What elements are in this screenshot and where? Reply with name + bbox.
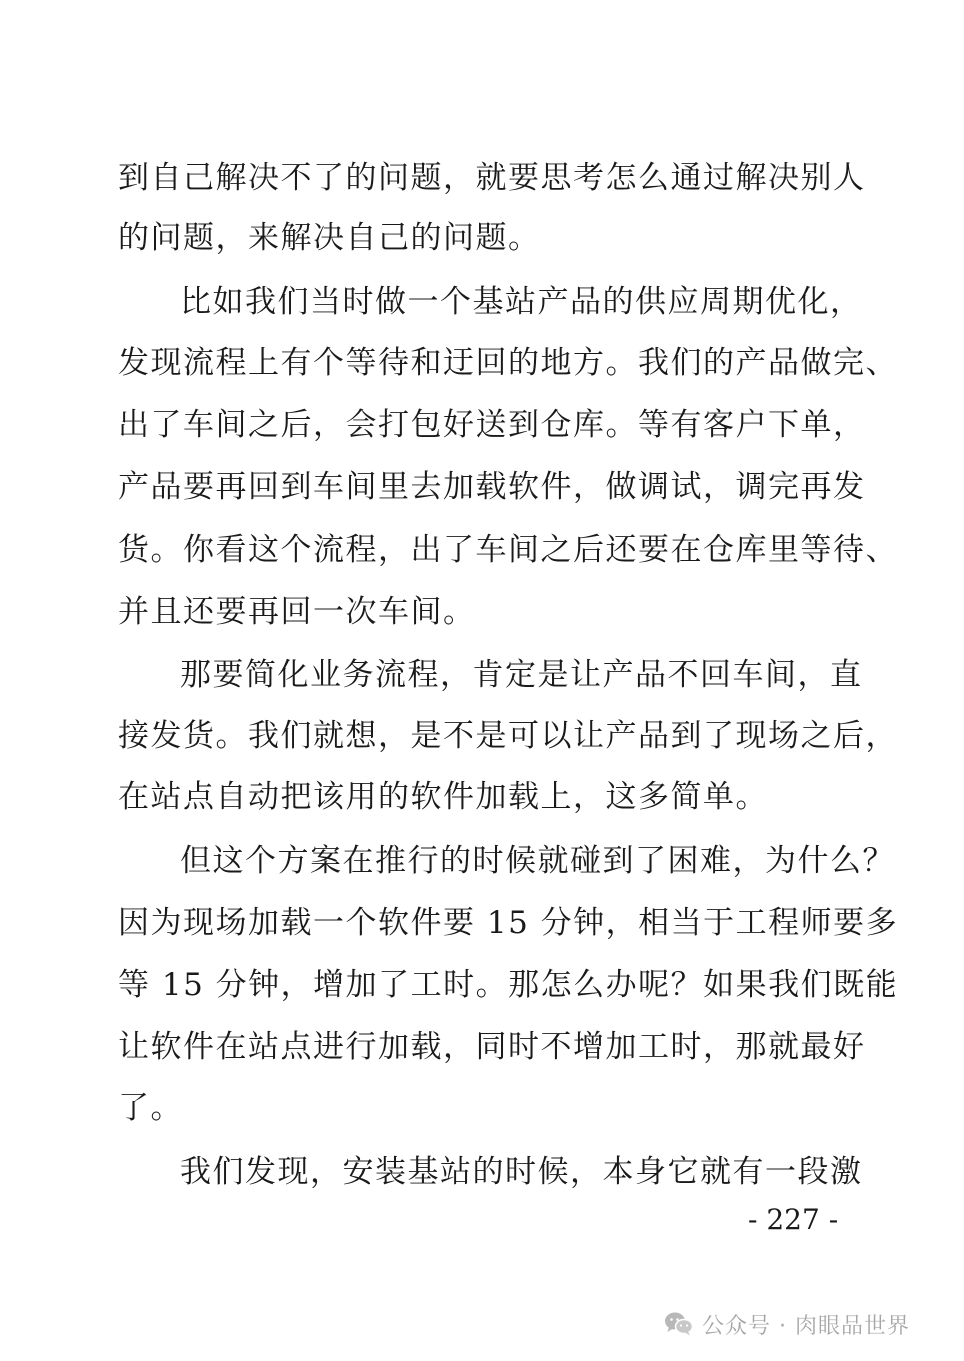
text-line: 并且还要再回一次车间。 [118, 594, 476, 630]
watermark [664, 1306, 910, 1342]
text-line: 但这个方案在推行的时候就碰到了困难，为什么？ [180, 843, 895, 879]
text-line: 我们发现，安装基站的时候，本身它就有一段激 [180, 1154, 863, 1190]
text-line: 发现流程上有个等待和迂回的地方。我们的产品做完、 [118, 345, 898, 381]
text-line: 在站点自动把该用的软件加载上，这多简单。 [118, 779, 768, 815]
text-line: 到自己解决不了的问题，就要思考怎么通过解决别人 [118, 160, 866, 196]
text-line: 货。你看这个流程，出了车间之后还要在仓库里等待、 [118, 532, 898, 568]
page-number: - 227 - [748, 1203, 839, 1236]
text-line: 让软件在站点进行加载，同时不增加工时，那就最好 [118, 1029, 866, 1065]
text-line: 接发货。我们就想，是不是可以让产品到了现场之后， [118, 718, 898, 754]
text-line: 那要简化业务流程，肯定是让产品不回车间，直 [180, 657, 863, 693]
text-line: 产品要再回到车间里去加载软件，做调试，调完再发 [118, 469, 866, 505]
text-line: 等 15 分钟，增加了工时。那怎么办呢？如果我们既能 [118, 967, 899, 1003]
text-line: 了。 [118, 1090, 183, 1126]
wechat-icon [664, 1311, 694, 1337]
text-line: 的问题，来解决自己的问题。 [118, 220, 541, 256]
text-line: 比如我们当时做一个基站产品的供应周期优化， [180, 284, 863, 320]
watermark-label: 公众号 · 肉眼品世界 [702, 1313, 910, 1339]
text-line: 出了车间之后，会打包好送到仓库。等有客户下单， [118, 407, 866, 443]
text-line: 因为现场加载一个软件要 15 分钟，相当于工程师要多 [118, 905, 899, 941]
